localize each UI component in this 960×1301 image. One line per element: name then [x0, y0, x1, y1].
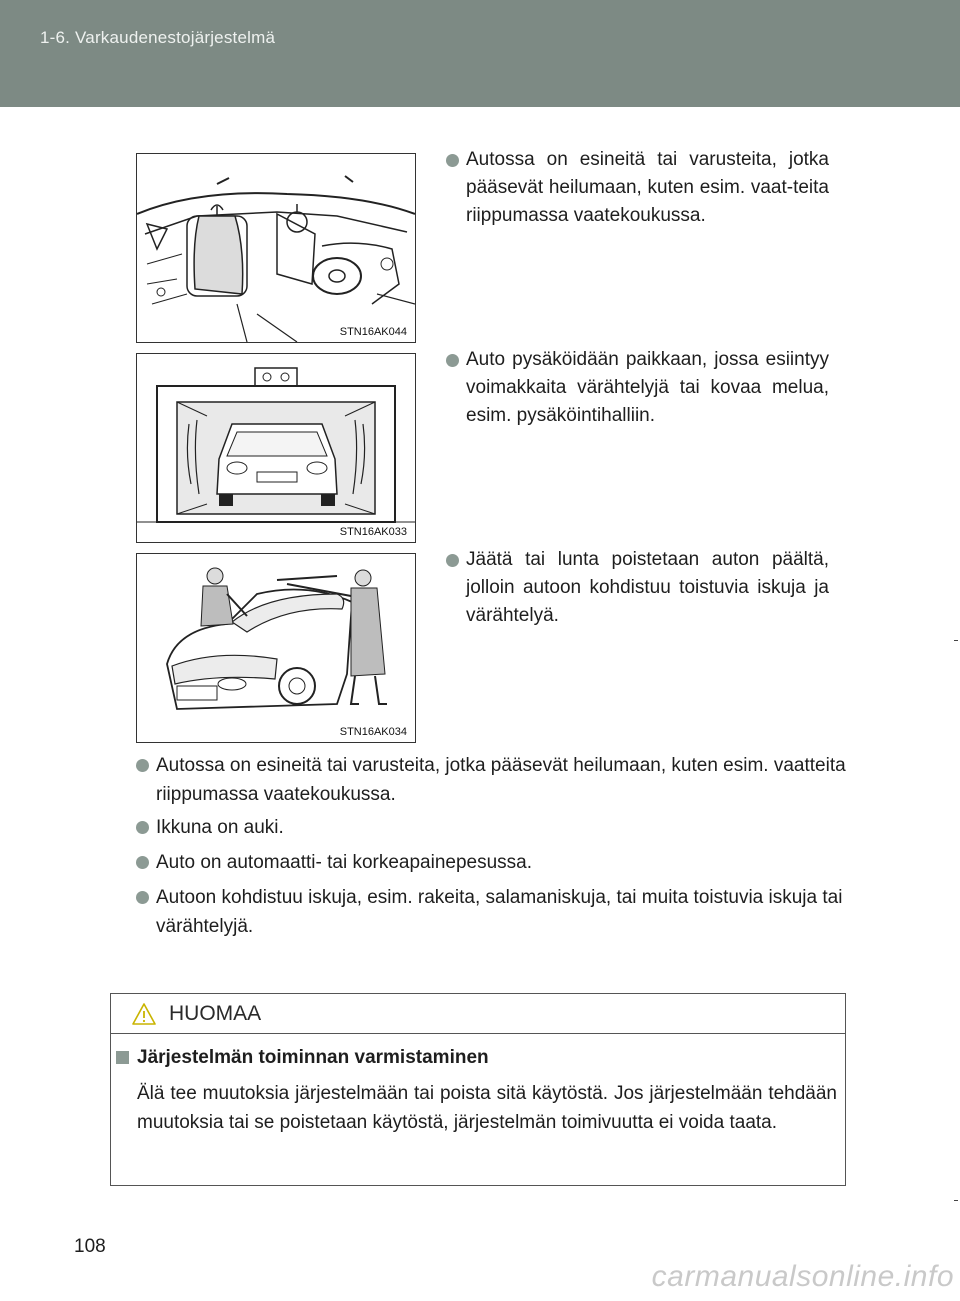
- figure-parking-garage: [136, 353, 416, 543]
- page-number: 108: [74, 1236, 106, 1257]
- side-bullet-text: Autossa on esineitä tai varusteita, jotka pääsevät heilumaan, kuten esim. vaat-teita riippumassa vaatekoukussa.: [466, 149, 829, 226]
- main-bullet-text: Ikkuna on auki.: [156, 817, 284, 838]
- main-bullet-text: Autossa on esineitä tai varusteita, jotka pääsevät heilumaan, kuten esim. vaatteita riippumassa vaatekoukussa.: [156, 755, 846, 805]
- notice-body: Älä tee muutoksia järjestelmään tai poista sitä käytöstä. Jos järjestelmään tehdään muutoksia tai se poistetaan käytöstä, järjestelmän toimivuutta ei voida taata.: [137, 1083, 837, 1133]
- square-bullet-icon: [116, 1051, 129, 1064]
- bullet-dot: [136, 856, 149, 869]
- notice-title: HUOMAA: [169, 1002, 262, 1025]
- section-title: 1-6. Varkaudenestojärjestelmä: [40, 28, 276, 47]
- side-bullet-text: Jäätä tai lunta poistetaan auton päältä, jolloin autoon kohdistuu toistuvia iskuja ja värähtelyä.: [466, 549, 829, 626]
- bullet-dot: [446, 354, 459, 367]
- figure-code: STN16AK033: [339, 526, 407, 538]
- side-bullet-item: [446, 146, 829, 230]
- side-bullet-item: [446, 346, 829, 430]
- bullet-dot: [136, 759, 149, 772]
- notice-box: [110, 993, 846, 1186]
- bullet-dot: [446, 154, 459, 167]
- warning-icon: [131, 1002, 157, 1026]
- bullet-dot: [136, 891, 149, 904]
- bullet-dot: [136, 821, 149, 834]
- car-in-parking-garage-illustration: [137, 354, 415, 542]
- main-bullet-text: Auto on automaatti- tai korkeapainepesussa.: [156, 852, 533, 873]
- figure-code: STN16AK034: [339, 726, 407, 738]
- figure-car-interior: [136, 153, 416, 343]
- figure-snow-removal: [136, 553, 416, 743]
- main-bullet-item: [136, 751, 846, 809]
- notice-subheading: [116, 1047, 489, 1069]
- main-bullet-item: [136, 848, 846, 877]
- edge-mark: [954, 1200, 958, 1201]
- main-bullet-item: [136, 813, 846, 842]
- notice-subheading-text: Järjestelmän toiminnan varmistaminen: [137, 1047, 489, 1068]
- bullet-dot: [446, 554, 459, 567]
- main-bullet-item: [136, 883, 846, 941]
- people-removing-snow-from-car-illustration: [137, 554, 415, 742]
- watermark: carmanualsonline.info: [651, 1260, 954, 1293]
- side-bullet-text: Auto pysäköidään paikkaan, jossa esiintyy voimakkaita värähtelyjä tai kovaa melua, esim. pysäköintihalliin.: [466, 349, 829, 426]
- side-bullet-item: [446, 546, 829, 630]
- car-interior-hanging-clothes-illustration: [137, 154, 415, 342]
- figure-code: STN16AK044: [339, 326, 407, 338]
- edge-mark: [954, 640, 958, 641]
- main-bullet-text: Autoon kohdistuu iskuja, esim. rakeita, salamaniskuja, tai muita toistuvia iskuja tai värähtelyjä.: [156, 887, 843, 937]
- notice-header: [111, 994, 845, 1034]
- page-header: [0, 0, 960, 107]
